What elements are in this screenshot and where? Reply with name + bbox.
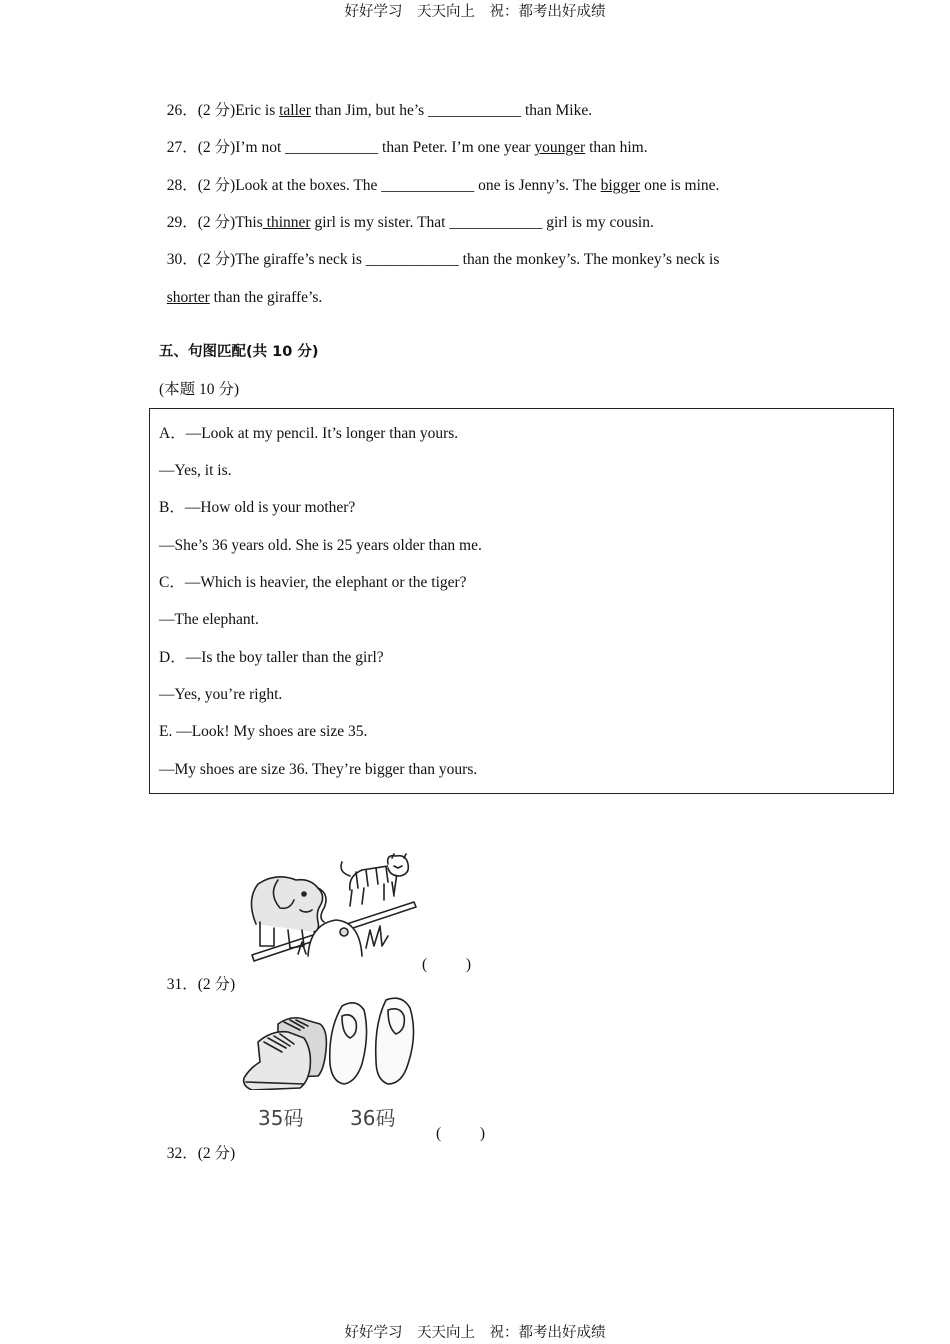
option-a-line2: —Yes, it is. [159, 462, 232, 479]
page-footer: 好好学习 天天向上 祝：都考出好成绩 [344, 1325, 606, 1341]
elephant-tiger-seesaw-image [238, 850, 420, 965]
question-27 [159, 118, 648, 158]
question-text: The giraffe’s neck is ____________ than the monkey’s. The monkey’s neck is [235, 251, 720, 268]
option-d-line2: —Yes, you’re right. [159, 686, 283, 703]
question-29 [159, 193, 654, 233]
question-30-continued [159, 268, 322, 308]
option-e-line1: E. —Look! My shoes are size 35. [159, 723, 368, 740]
question-points: (2 分) [197, 139, 236, 156]
question-text: than him. [585, 139, 648, 156]
question-26 [159, 81, 592, 121]
answer-blank-31[interactable]: ( ) [422, 956, 472, 973]
question-text: This [235, 214, 263, 231]
question-32 [159, 1124, 235, 1164]
question-number: 29． [166, 214, 198, 231]
option-a-line1: A．—Look at my pencil. It’s longer than yours. [159, 425, 459, 442]
shoe-size-35-label: 35码 [258, 1106, 304, 1130]
question-text: one is mine. [640, 177, 720, 194]
question-points: (2 分) [197, 976, 236, 993]
option-c-line2: —The elephant. [159, 611, 259, 628]
question-points: (2 分) [197, 177, 236, 194]
question-text: than Jim, but he’s ____________ than Mike. [310, 102, 593, 119]
question-number: 26． [166, 102, 198, 119]
underlined-word: younger [534, 139, 586, 156]
question-31 [159, 955, 235, 995]
question-points: (2 分) [197, 102, 236, 119]
shoes-image [238, 994, 424, 1090]
question-points: (2 分) [197, 1145, 236, 1162]
option-b-line2: —She’s 36 years old. She is 25 years older than me. [159, 537, 482, 554]
question-text: than the giraffe’s. [209, 289, 323, 306]
question-28 [159, 156, 719, 196]
underlined-word: taller [279, 102, 311, 119]
question-points: (2 分) [197, 251, 236, 268]
section-note: (本题 10 分) [159, 381, 240, 398]
option-c-line1: C．—Which is heavier, the elephant or the tiger? [159, 574, 467, 591]
option-e-line2: —My shoes are size 36. They’re bigger than yours. [159, 761, 478, 778]
question-points: (2 分) [197, 214, 236, 231]
question-number: 32． [166, 1145, 198, 1162]
underlined-word: thinner [262, 214, 311, 231]
page-header: 好好学习 天天向上 祝：都考出好成绩 [344, 4, 606, 20]
section-title: 五、句图匹配(共 10 分) [159, 344, 319, 360]
question-30 [159, 230, 719, 270]
question-text: girl is my sister. That ____________ girl is my cousin. [310, 214, 654, 231]
shoe-size-36-label: 36码 [350, 1106, 396, 1130]
answer-blank-32[interactable]: ( ) [436, 1125, 486, 1142]
underlined-word: shorter [166, 289, 210, 306]
question-number: 31． [166, 976, 198, 993]
underlined-word: bigger [600, 177, 641, 194]
option-d-line1: D．—Is the boy taller than the girl? [159, 649, 384, 666]
option-b-line1: B．—How old is your mother? [159, 499, 356, 516]
question-text: Eric is [235, 102, 280, 119]
question-text: Look at the boxes. The ____________ one is Jenny’s. The [235, 177, 601, 194]
question-number: 28． [166, 177, 198, 194]
question-number: 30． [166, 251, 198, 268]
question-number: 27． [166, 139, 198, 156]
question-text: I’m not ____________ than Peter. I’m one year [235, 139, 535, 156]
